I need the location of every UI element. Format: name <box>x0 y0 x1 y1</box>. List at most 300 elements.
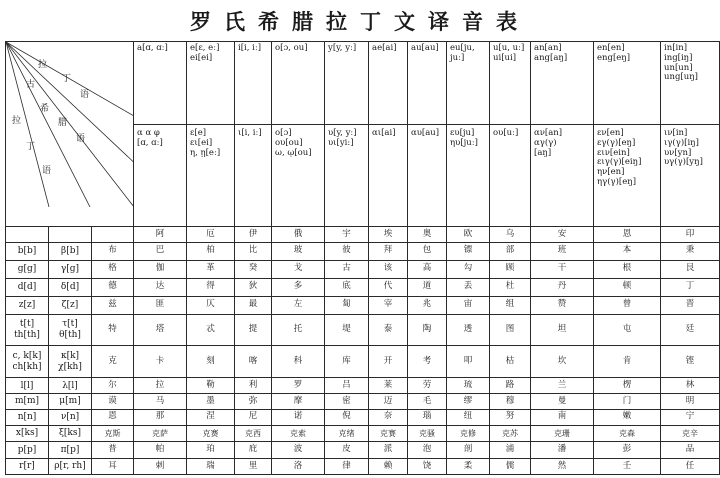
cell-text: eng[eŋ] <box>597 52 631 63</box>
syllable-cell: 马 <box>134 394 187 410</box>
cell-text: l[l] <box>20 380 34 391</box>
cell-text: γ[g] <box>60 264 80 275</box>
latin-consonant <box>6 260 49 278</box>
cell-text: ung[uŋ] <box>664 72 698 83</box>
cell-text: κ[k] <box>60 351 80 362</box>
consonant-row <box>6 260 720 278</box>
cell-text: c, k[k] <box>12 351 42 362</box>
syllable-cell: 墨 <box>187 394 235 410</box>
latin-consonant <box>6 459 49 475</box>
syllable-cell: 柔 <box>447 459 490 475</box>
syllable-cell: 底 <box>325 278 369 296</box>
syllable-cell: 塔 <box>134 314 187 345</box>
syllable-cell: 克萨 <box>134 425 187 442</box>
syllable-cell: 包 <box>408 242 447 260</box>
syllable-cell: 图 <box>490 314 531 345</box>
syllable-cell: 泡 <box>408 442 447 459</box>
syllable-cell: 顾 <box>490 260 531 278</box>
syllable-cell: 叩 <box>447 345 490 378</box>
syllable-cell: 拜 <box>369 242 408 260</box>
consonant-row <box>6 345 720 378</box>
syllable-cell: 格 <box>92 260 134 278</box>
greek-vowel-header <box>235 125 272 227</box>
cell-text: αι[ai] <box>372 128 396 138</box>
latin-vowel-header <box>369 42 408 125</box>
syllable-cell: 穆 <box>490 394 531 410</box>
syllable-cell: 派 <box>369 442 408 459</box>
cell-text: ε[e] <box>190 128 207 138</box>
greek-vowel-header <box>490 125 531 227</box>
cell-text: υν[yn] <box>664 147 692 158</box>
syllable-cell: 铿 <box>661 345 720 378</box>
latin-vowel-header <box>325 42 369 125</box>
greek-consonant <box>49 278 92 296</box>
cell-text: m[m] <box>14 396 40 407</box>
cell-text: μ[m] <box>59 396 81 407</box>
latin-consonant <box>6 296 49 314</box>
greek-consonant <box>49 242 92 260</box>
cell-text: λ[l] <box>62 380 78 391</box>
consonant-row <box>6 459 720 475</box>
corner-label: 语 <box>42 166 52 176</box>
cell-text: υι[yi:] <box>328 137 354 148</box>
corner-label: 拉 <box>38 60 48 70</box>
cell-text: un[un] <box>664 62 693 73</box>
cell-text: en[en] <box>597 43 625 53</box>
greek-vowel-header <box>272 125 325 227</box>
syllable-cell: 克赛 <box>369 425 408 442</box>
cell-text: eu[ju, <box>450 43 475 53</box>
cell-text: ζ[z] <box>61 299 79 310</box>
syllable-cell: 德 <box>92 278 134 296</box>
greek-consonant <box>49 378 92 394</box>
syllable-cell: 彭 <box>594 442 661 459</box>
latin-vowel-header <box>408 42 447 125</box>
syllable-cell: 巴 <box>134 242 187 260</box>
cell-text: η, ῃ[eː] <box>190 147 221 158</box>
greek-vowel-header <box>369 125 408 227</box>
consonant-row <box>6 425 720 442</box>
consonant-row <box>6 394 720 410</box>
latin-consonant <box>6 345 49 378</box>
syllable-cell: 儒 <box>490 459 531 475</box>
syllable-cell: 干 <box>531 260 594 278</box>
syllable-cell: 耳 <box>92 459 134 475</box>
syllable-cell: 克苏 <box>490 425 531 442</box>
syllable-cell: 珀 <box>187 442 235 459</box>
cell-text: a[ɑ, ɑː] <box>137 43 168 53</box>
cell-text: in[in] <box>664 43 688 53</box>
latin-vowel-header <box>235 42 272 125</box>
corner-label: 语 <box>80 90 90 100</box>
syllable-cell: 班 <box>531 242 594 260</box>
syllable-cell: 曼 <box>531 394 594 410</box>
cell-text: i[i, iː] <box>238 43 262 53</box>
syllable-cell: 克赛 <box>187 425 235 442</box>
syllable-cell: 宙 <box>447 296 490 314</box>
syllable-cell: 托 <box>272 314 325 345</box>
syllable-cell: 丢 <box>447 278 490 296</box>
syllable-cell: 丁 <box>661 278 720 296</box>
syllable-cell: 帕 <box>134 442 187 459</box>
cell-text: th[th] <box>14 329 40 340</box>
syllable-cell: 陶 <box>408 314 447 345</box>
syllable-cell: 毛 <box>408 394 447 410</box>
syllable-cell: 狄 <box>235 278 272 296</box>
syllable-cell: 厄 <box>187 227 235 243</box>
syllable-cell: 赖 <box>369 459 408 475</box>
syllable-cell: 明 <box>661 394 720 410</box>
cell-text: ο[ɔ] <box>275 128 292 138</box>
syllable-cell: 兆 <box>408 296 447 314</box>
consonant-row <box>6 314 720 345</box>
header-row-latin <box>6 42 720 125</box>
syllable-cell: 努 <box>490 409 531 425</box>
syllable-cell: 刻 <box>187 345 235 378</box>
greek-vowel-header <box>187 125 235 227</box>
cell-text: β[b] <box>61 246 79 257</box>
syllable-cell: 玻 <box>272 242 325 260</box>
cell-text: u[u, uː] <box>493 43 525 53</box>
latin-vowel-header <box>531 42 594 125</box>
vowel-only-row <box>6 227 720 243</box>
syllable-cell: 林 <box>661 378 720 394</box>
consonant-row <box>6 378 720 394</box>
corner-label: 古 <box>26 80 36 90</box>
syllable-cell: 弥 <box>235 394 272 410</box>
corner-diagonals <box>6 42 134 207</box>
syllable-cell: 庇 <box>235 442 272 459</box>
cell-text: juː] <box>450 52 465 63</box>
cell-text: z[z] <box>18 299 36 310</box>
syllable-cell: 壬 <box>594 459 661 475</box>
syllable-cell: 缪 <box>447 394 490 410</box>
syllable-cell: 皮 <box>325 442 369 459</box>
syllable-cell: 左 <box>272 296 325 314</box>
syllable-cell: 吕 <box>325 378 369 394</box>
greek-consonant <box>49 442 92 459</box>
syllable-cell: 宁 <box>661 409 720 425</box>
greek-vowel-header <box>447 125 490 227</box>
corner-label: 语 <box>76 134 86 144</box>
syllable-cell: 泰 <box>369 314 408 345</box>
syllable-cell: 律 <box>325 459 369 475</box>
transliteration-table <box>5 41 720 475</box>
syllable-cell: 波 <box>272 442 325 459</box>
syllable-cell: 兹 <box>92 296 134 314</box>
cell-text: ei[ei] <box>190 52 213 63</box>
latin-vowel-header <box>490 42 531 125</box>
syllable-cell: 匐 <box>325 296 369 314</box>
syllable-cell: 乌 <box>490 227 531 243</box>
syllable-cell: 本 <box>594 242 661 260</box>
syllable-cell: 克绪 <box>325 425 369 442</box>
cell-text: r[r] <box>19 461 35 472</box>
cell-text: α α φ <box>137 128 160 138</box>
cell-text: εγ(γ)[eŋ] <box>597 137 636 148</box>
cell-text: υ[y, yː] <box>328 128 357 138</box>
latin-consonant <box>6 314 49 345</box>
syllable-cell: 路 <box>490 378 531 394</box>
latin-consonant <box>6 409 49 425</box>
syllable-cell: 克斯 <box>92 425 134 442</box>
latin-consonant <box>6 242 49 260</box>
syllable-cell: 洛 <box>272 459 325 475</box>
cell-text: t[t] <box>19 319 35 330</box>
syllable-cell: 然 <box>531 459 594 475</box>
syllable-cell: 仄 <box>187 296 235 314</box>
syllable-cell: 根 <box>594 260 661 278</box>
cell-text: x[ks] <box>15 428 39 439</box>
syllable-cell: 安 <box>531 227 594 243</box>
syllable-cell: 涅 <box>187 409 235 425</box>
syllable-cell: 克 <box>92 345 134 378</box>
greek-vowel-header <box>134 125 187 227</box>
cell-text: n[n] <box>17 412 37 423</box>
cell-text: d[d] <box>17 281 37 292</box>
cell-text: e[ε, eː] <box>190 43 220 53</box>
syllable-cell: 摩 <box>272 394 325 410</box>
syllable-cell: 品 <box>661 442 720 459</box>
cell-text: ει[ei] <box>190 137 213 148</box>
cell-text: ιγ(γ)[iŋ] <box>664 137 699 148</box>
latin-vowel-header <box>661 42 720 125</box>
greek-vowel-header <box>661 125 720 227</box>
syllable-cell: 潘 <box>531 442 594 459</box>
syllable-cell: 提 <box>235 314 272 345</box>
page-title: 罗氏希腊拉丁文译音表 <box>190 9 530 34</box>
syllable-cell: 顿 <box>594 278 661 296</box>
syllable-cell: 代 <box>369 278 408 296</box>
syllable-cell: 克辛 <box>661 425 720 442</box>
syllable-cell: 道 <box>408 278 447 296</box>
syllable-cell: 克森 <box>594 425 661 442</box>
syllable-cell: 屯 <box>594 314 661 345</box>
syllable-cell: 赞 <box>531 296 594 314</box>
syllable-cell: 恩 <box>92 409 134 425</box>
greek-vowel-header <box>594 125 661 227</box>
syllable-cell: 罗 <box>272 378 325 394</box>
cell-text: δ[d] <box>60 281 80 292</box>
syllable-cell: 诺 <box>272 409 325 425</box>
greek-consonant <box>49 394 92 410</box>
cell-text: τ[t] <box>62 319 78 330</box>
syllable-cell: 库 <box>325 345 369 378</box>
syllable-cell: 迈 <box>369 394 408 410</box>
syllable-cell: 奈 <box>369 409 408 425</box>
syllable-cell: 匪 <box>134 296 187 314</box>
latin-vowel-header <box>134 42 187 125</box>
syllable-cell: 秉 <box>661 242 720 260</box>
latin-vowel-header <box>447 42 490 125</box>
corner-label: 丁 <box>62 74 72 84</box>
cell-text: π[p] <box>60 445 80 456</box>
greek-consonant <box>49 409 92 425</box>
syllable-cell: 坦 <box>531 314 594 345</box>
syllable-cell: 浦 <box>490 442 531 459</box>
syllable-cell: 多 <box>272 278 325 296</box>
syllable-cell: 艮 <box>661 260 720 278</box>
cell-text: ην[en] <box>597 167 625 178</box>
syllable-cell: 曾 <box>594 296 661 314</box>
syllable-cell: 特 <box>92 314 134 345</box>
consonant-row <box>6 296 720 314</box>
syllable-cell: 那 <box>134 409 187 425</box>
syllable-cell: 彼 <box>325 242 369 260</box>
greek-consonant <box>49 314 92 345</box>
syllable-cell: 该 <box>369 260 408 278</box>
cell-text: ang[aŋ] <box>534 52 568 63</box>
cell-text: o[ɔ, ou] <box>275 43 308 53</box>
cell-text: ηγ(γ)[eŋ] <box>597 176 637 187</box>
syllable-cell: 克骚 <box>408 425 447 442</box>
syllable-cell: 楞 <box>594 378 661 394</box>
cell-text: g[g] <box>17 264 37 275</box>
latin-vowel-header <box>272 42 325 125</box>
cell-text: ing[iŋ] <box>664 52 693 63</box>
empty-cell <box>6 227 49 243</box>
syllable-cell: 克索 <box>272 425 325 442</box>
syllable-cell: 廷 <box>661 314 720 345</box>
syllable-cell: 科 <box>272 345 325 378</box>
syllable-cell: 克珊 <box>531 425 594 442</box>
syllable-cell: 克西 <box>235 425 272 442</box>
empty-cell <box>92 227 134 243</box>
syllable-cell: 里 <box>235 459 272 475</box>
greek-vowel-header <box>325 125 369 227</box>
corner-diagonal-line <box>6 42 134 207</box>
syllable-cell: 伊 <box>235 227 272 243</box>
cell-text: αν[an] <box>534 128 563 138</box>
syllable-cell: 宰 <box>369 296 408 314</box>
greek-consonant <box>49 425 92 442</box>
cell-text: ου[uː] <box>493 128 519 138</box>
cell-text: ω, ῳ[ou] <box>275 147 312 158</box>
syllable-cell: 高 <box>408 260 447 278</box>
greek-vowel-header <box>408 125 447 227</box>
cell-text: ch[kh] <box>12 361 42 372</box>
syllable-cell: 部 <box>490 242 531 260</box>
cell-text: ρ[r, rh] <box>54 461 86 472</box>
corner-cell <box>6 42 134 227</box>
cell-text: ui[ui] <box>493 52 517 63</box>
syllable-cell: 伽 <box>134 260 187 278</box>
greek-consonant <box>49 459 92 475</box>
cell-text: θ[th] <box>59 329 81 340</box>
latin-consonant <box>6 278 49 296</box>
cell-text: εν[en] <box>597 128 624 138</box>
greek-consonant <box>49 296 92 314</box>
cell-text: ae[ai] <box>372 43 397 53</box>
syllable-cell: 坎 <box>531 345 594 378</box>
cell-text: y[y, yː] <box>328 43 357 53</box>
syllable-cell: 倪 <box>325 409 369 425</box>
syllable-cell: 剖 <box>447 442 490 459</box>
latin-vowel-header <box>187 42 235 125</box>
syllable-cell: 任 <box>661 459 720 475</box>
corner-label: 丁 <box>26 142 36 152</box>
syllable-cell: 肯 <box>594 345 661 378</box>
syllable-cell: 柏 <box>187 242 235 260</box>
cell-text: ξ[ks] <box>58 428 82 439</box>
cell-text: ειγ(γ)[eiŋ] <box>597 157 642 168</box>
syllable-cell: 印 <box>661 227 720 243</box>
syllable-cell: 杜 <box>490 278 531 296</box>
consonant-row <box>6 242 720 260</box>
syllable-cell: 古 <box>325 260 369 278</box>
syllable-cell: 嫩 <box>594 409 661 425</box>
corner-label: 拉 <box>12 116 22 126</box>
syllable-cell: 丹 <box>531 278 594 296</box>
syllable-cell: 勾 <box>447 260 490 278</box>
consonant-row <box>6 409 720 425</box>
cell-text: ι[i, iː] <box>238 128 262 138</box>
syllable-cell: 克修 <box>447 425 490 442</box>
syllable-cell: 宇 <box>325 227 369 243</box>
syllable-cell: 劳 <box>408 378 447 394</box>
cell-text: ειν[ein] <box>597 147 630 158</box>
syllable-cell: 喀 <box>235 345 272 378</box>
cell-text: ου[ou] <box>275 137 303 148</box>
syllable-cell: 癸 <box>235 260 272 278</box>
cell-text: au[au] <box>411 43 439 53</box>
consonant-row <box>6 278 720 296</box>
syllable-cell: 阿 <box>134 227 187 243</box>
syllable-cell: 剌 <box>134 459 187 475</box>
syllable-cell: 得 <box>187 278 235 296</box>
greek-consonant <box>49 260 92 278</box>
cell-text: ιν[in] <box>664 128 688 138</box>
cell-text: ηυ[juː] <box>450 137 478 148</box>
cell-text: b[b] <box>17 246 37 257</box>
syllable-cell: 琉 <box>447 378 490 394</box>
syllable-cell: 利 <box>235 378 272 394</box>
empty-cell <box>49 227 92 243</box>
cell-text: p[p] <box>17 445 37 456</box>
syllable-cell: 饶 <box>408 459 447 475</box>
syllable-cell: 纽 <box>447 409 490 425</box>
latin-consonant <box>6 442 49 459</box>
syllable-cell: 枯 <box>490 345 531 378</box>
latin-consonant <box>6 425 49 442</box>
syllable-cell: 透 <box>447 314 490 345</box>
syllable-cell: 南 <box>531 409 594 425</box>
syllable-cell: 尼 <box>235 409 272 425</box>
syllable-cell: 埃 <box>369 227 408 243</box>
syllable-cell: 莱 <box>369 378 408 394</box>
syllable-cell: 忒 <box>187 314 235 345</box>
syllable-cell: 镖 <box>447 242 490 260</box>
cell-text: ευ[ju] <box>450 128 475 138</box>
syllable-cell: 门 <box>594 394 661 410</box>
cell-text: αγ(γ) <box>534 137 557 148</box>
corner-label: 腊 <box>58 118 68 128</box>
syllable-cell: 兰 <box>531 378 594 394</box>
greek-vowel-header <box>531 125 594 227</box>
consonant-row <box>6 442 720 459</box>
syllable-cell: 布 <box>92 242 134 260</box>
syllable-cell: 比 <box>235 242 272 260</box>
syllable-cell: 最 <box>235 296 272 314</box>
syllable-cell: 瑞 <box>187 459 235 475</box>
syllable-cell: 革 <box>187 260 235 278</box>
syllable-cell: 尔 <box>92 378 134 394</box>
syllable-cell: 恩 <box>594 227 661 243</box>
cell-text: υγ(γ)[yŋ] <box>664 157 703 168</box>
syllable-cell: 戈 <box>272 260 325 278</box>
syllable-cell: 考 <box>408 345 447 378</box>
syllable-cell: 瑙 <box>408 409 447 425</box>
